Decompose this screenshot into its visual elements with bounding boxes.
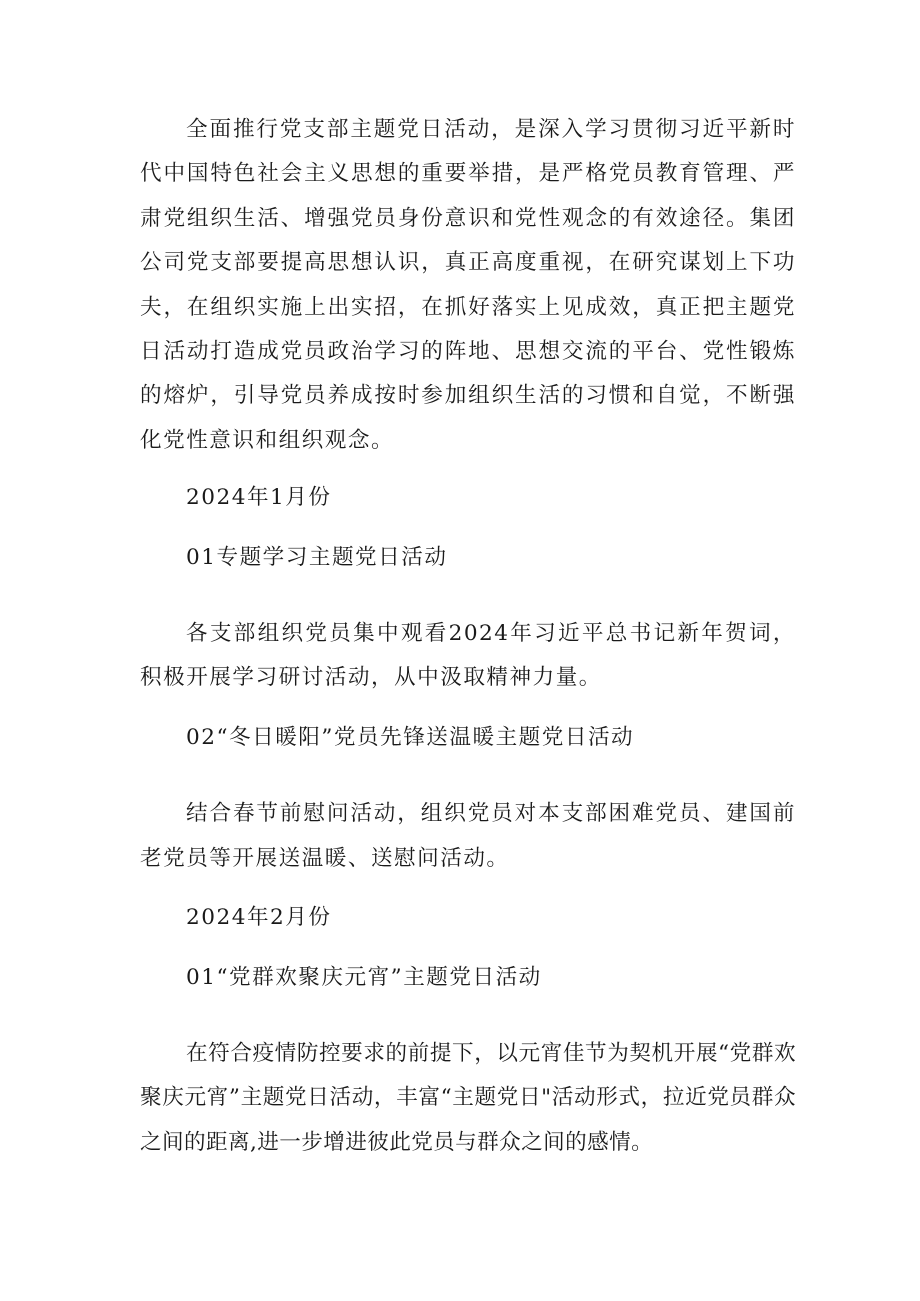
- month-heading-february: 2024年2月份: [186, 905, 332, 931]
- activity-title: 01专题学习主题党日活动: [186, 544, 448, 570]
- activity-description: 在符合疫情防控要求的前提下，以元宵佳节为契机开展“党群欢聚庆元宵”主题党日活动，丰富“主题党日"活动形式，拉近党员群众之间的距离,进一步增进彼此党员与群众之间的感情。: [140, 1040, 796, 1155]
- intro-paragraph: 全面推行党支部主题党日活动，是深入学习贯彻习近平新时代中国特色社会主义思想的重要举措，是严格党员教育管理、严肃党组织生活、增强党员身份意识和党性观念的有效途径。集团公司党支部要提高思想认识，真正高度重视，在研究谋划上下功夫，在组织实施上出实招，在抓好落实上见成效，真正把主题党日活动打造成党员政治学习的阵地、思想交流的平台、党性锻炼的熔炉，引导党员养成按时参加组织生活的习惯和自觉，不断强化党性意识和组织观念。: [140, 117, 796, 453]
- month-heading-january: 2024年1月份: [186, 485, 332, 511]
- document-body: [140, 108, 796, 1165]
- activity-title: 01“党群欢聚庆元宵”主题党日活动: [186, 964, 542, 990]
- activity-description: 各支部组织党员集中观看2024年习近平总书记新年贺词，积极开展学习研讨活动，从中汲取精神力量。: [140, 621, 796, 691]
- activity-description: 结合春节前慰问活动，组织党员对本支部困难党员、建国前老党员等开展送温暖、送慰问活动。: [140, 801, 796, 871]
- activity-title: 02“冬日暖阳”党员先锋送温暖主题党日活动: [186, 724, 635, 750]
